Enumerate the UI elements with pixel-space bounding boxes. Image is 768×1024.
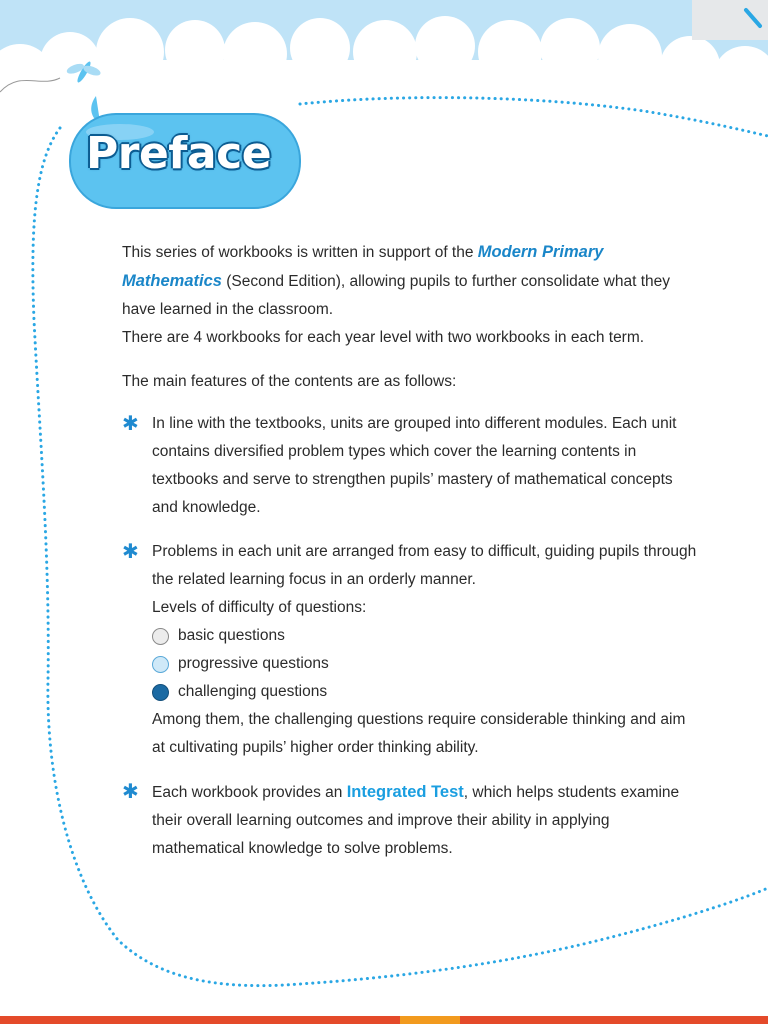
feature-text: Problems in each unit are arranged from easy to difficult, guiding pupils through the related learning focus in an orderly manner. bbox=[152, 543, 697, 588]
bottom-color-bar bbox=[0, 1016, 768, 1024]
features-title: The main features of the contents are as follows: bbox=[122, 373, 457, 390]
levels-title: Levels of difficulty of questions: bbox=[152, 599, 367, 616]
intro-paragraph-2: There are 4 workbooks for each year level with two workbooks in each term. bbox=[122, 329, 645, 346]
page-title: Preface bbox=[86, 128, 272, 179]
asterisk-bullet-icon: ✱ bbox=[122, 781, 139, 803]
level-progressive: progressive questions bbox=[152, 650, 702, 678]
book-title-highlight: Modern Primary Mathematics bbox=[122, 243, 604, 290]
feature-text-after: Among them, the challenging questions require considerable thinking and aim at cultivating pupils’ higher order thinking ability. bbox=[152, 711, 686, 756]
basic-level-dot-icon bbox=[152, 628, 169, 645]
progressive-level-dot-icon bbox=[152, 656, 169, 673]
intro-paragraph-1: This series of workbooks is written in support of the Modern Primary Mathematics (Second Edition), allowing pupils to further consolidate what they have learned in the classroom. bbox=[122, 243, 670, 318]
corner-strip bbox=[692, 0, 768, 40]
feature-item bbox=[122, 778, 702, 863]
preface-content bbox=[122, 238, 702, 863]
integrated-test-highlight: Integrated Test bbox=[346, 783, 464, 801]
corner-check-icon bbox=[692, 0, 768, 40]
feature-item bbox=[122, 538, 702, 762]
level-challenging: challenging questions bbox=[152, 678, 702, 706]
asterisk-bullet-icon: ✱ bbox=[122, 413, 139, 435]
feature-item bbox=[122, 410, 702, 522]
level-basic: basic questions bbox=[152, 622, 702, 650]
asterisk-bullet-icon: ✱ bbox=[122, 541, 139, 563]
feature-text: In line with the textbooks, units are grouped into different modules. Each unit contains diversified problem types which cover the learning contents in textbooks and serve to strengthen pupils’ mastery of mathematical concepts and knowledge. bbox=[152, 415, 677, 516]
feature-text: Each workbook provides an Integrated Test, which helps students examine their overall learning outcomes and improve their ability in applying mathematical knowledge to solve problems. bbox=[152, 783, 680, 857]
challenging-level-dot-icon bbox=[152, 684, 169, 701]
